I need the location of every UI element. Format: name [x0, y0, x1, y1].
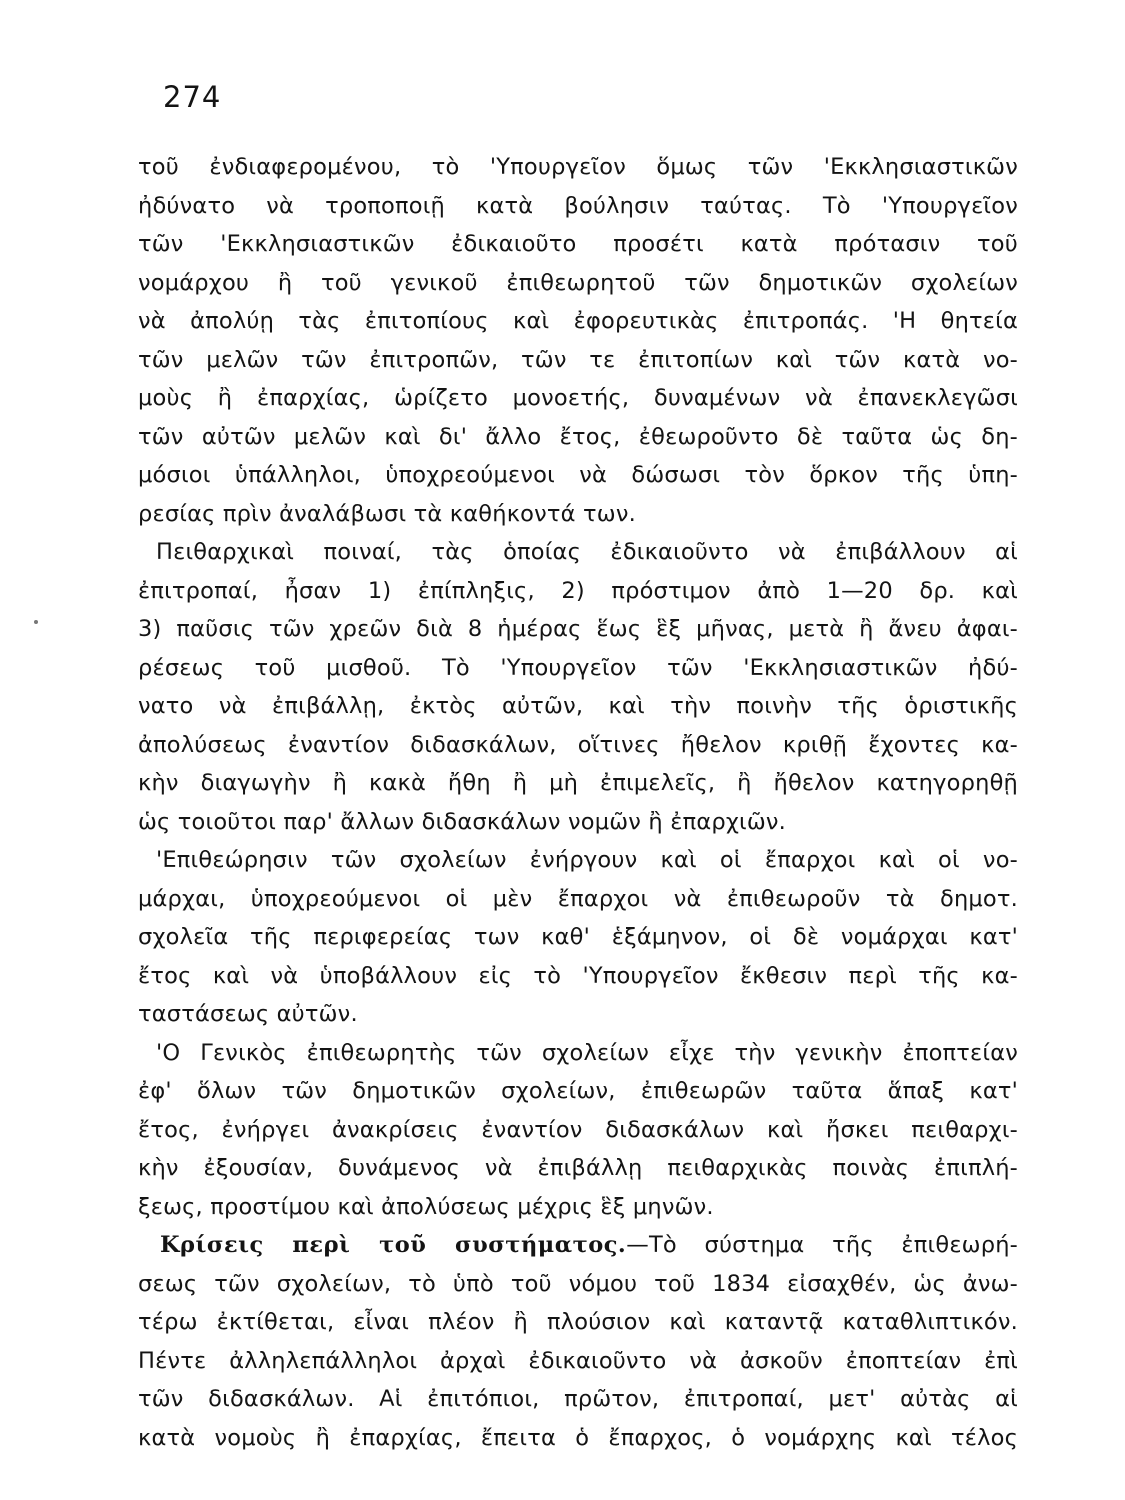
- text-line: ρέσεως τοῦ μισθοῦ. Τὸ 'Υπουργεῖον τῶν 'Εκκλησιαστικῶν ἠδύ-: [138, 654, 1018, 681]
- text-line: τῶν διδασκάλων. Αἱ ἐπιτόπιοι, πρῶτον, ἐπιτροπαί, μετ' αὐτὰς αἱ: [138, 1386, 1018, 1412]
- text-line: μάρχαι, ὑποχρεούμενοι οἱ μὲν ἔπαρχοι νὰ ἐπιθεωροῦν τὰ δημοτ.: [138, 885, 1018, 912]
- text-line: νὰ ἀπολύῃ τὰς ἐπιτοπίους καὶ ἐφορευτικὰς ἐπιτροπάς. 'Η θητεία: [138, 308, 1018, 334]
- text-line: τῶν αὐτῶν μελῶν καὶ δι' ἄλλο ἔτος, ἐθεωροῦντο δὲ ταῦτα ὡς δη-: [138, 423, 1018, 450]
- text-line: 'Επιθεώρησιν τῶν σχολείων ἐνήργουν καὶ οἱ ἔπαρχοι καὶ οἱ νο-: [156, 847, 1018, 873]
- text-line: τῶν 'Εκκλησιαστικῶν ἐδικαιοῦτο προσέτι κατὰ πρότασιν τοῦ: [138, 231, 1018, 257]
- text-line: [138, 1226, 1018, 1265]
- paragraph-3: [138, 841, 1018, 1034]
- text-line: 'Ο Γενικὸς ἐπιθεωρητὴς τῶν σχολείων εἶχε τὴν γενικὴν ἐποπτείαν: [156, 1039, 1018, 1066]
- heading-line-rest: —Τὸ σύστημα τῆς ἐπιθεωρή-: [626, 1232, 1018, 1258]
- text-line: Πειθαρχικαὶ ποιναί, τὰς ὁποίας ἐδικαιοῦντο νὰ ἐπιβάλλουν αἱ: [156, 539, 1018, 565]
- text-line: 3) παῦσις τῶν χρεῶν διὰ 8 ἡμέρας ἕως ἓξ μῆνας, μετὰ ἢ ἄνευ ἀφαι-: [138, 616, 1018, 642]
- text-line: ξεως, προστίμου καὶ ἀπολύσεως μέχρις ἓξ μηνῶν.: [138, 1193, 714, 1220]
- text-line: ρεσίας πρὶν ἀναλάβωσι τὰ καθήκοντά των.: [138, 500, 636, 527]
- text-line: νομάρχου ἢ τοῦ γενικοῦ ἐπιθεωρητοῦ τῶν δημοτικῶν σχολείων: [138, 269, 1018, 296]
- text-line: ἔτος, ἐνήργει ἀνακρίσεις ἐναντίον διδασκάλων καὶ ἤσκει πειθαρχι-: [138, 1116, 1018, 1143]
- text-line: τοῦ ἐνδιαφερομένου, τὸ 'Υπουργεῖον ὅμως τῶν 'Εκκλησιαστικῶν: [138, 154, 1018, 180]
- text-line: ἔτος καὶ νὰ ὑποβάλλουν εἰς τὸ 'Υπουργεῖον ἔκθεσιν περὶ τῆς κα-: [138, 962, 1018, 989]
- text-line: ἠδύνατο νὰ τροποποιῇ κατὰ βούλησιν ταύτας. Τὸ 'Υπουργεῖον: [138, 192, 1018, 219]
- text-line: Πέντε ἀλληλεπάλληλοι ἀρχαὶ ἐδικαιοῦντο νὰ ἀσκοῦν ἐποπτείαν ἐπὶ: [138, 1347, 1018, 1374]
- text-line: σχολεῖα τῆς περιφερείας των καθ' ἑξάμηνον, οἱ δὲ νομάρχαι κατ': [138, 924, 1018, 950]
- text-line: νατο νὰ ἐπιβάλλῃ, ἐκτὸς αὐτῶν, καὶ τὴν ποινὴν τῆς ὁριστικῆς: [138, 693, 1018, 719]
- text-line: τέρω ἐκτίθεται, εἶναι πλέον ἢ πλούσιον καὶ καταντᾷ καταθλιπτικόν.: [138, 1309, 1018, 1335]
- paragraph-2: [138, 533, 1018, 841]
- paragraph-5: [138, 1226, 1018, 1457]
- text-line: μοὺς ἢ ἐπαρχίας, ὡρίζετο μονοετής, δυναμένων νὰ ἐπανεκλεγῶσι: [138, 385, 1018, 411]
- paragraph-4: [138, 1034, 1018, 1227]
- text-line: ὡς τοιοῦτοι παρ' ἄλλων διδασκάλων νομῶν ἢ ἐπαρχιῶν.: [138, 808, 787, 835]
- text-line: κὴν ἐξουσίαν, δυνάμενος νὰ ἐπιβάλλῃ πειθαρχικὰς ποινὰς ἐπιπλή-: [138, 1155, 1018, 1181]
- text-line: ἀπολύσεως ἐναντίον διδασκάλων, οἵτινες ἤθελον κριθῇ ἔχοντες κα-: [138, 731, 1018, 758]
- text-line: ἐπιτροπαί, ἦσαν 1) ἐπίπληξις, 2) πρόστιμον ἀπὸ 1—20 δρ. καὶ: [138, 577, 1018, 604]
- paragraph-1: [138, 148, 1018, 533]
- section-heading: Κρίσεις περὶ τοῦ συστήματος.: [160, 1232, 627, 1258]
- text-line: κὴν διαγωγὴν ἢ κακὰ ἤθη ἢ μὴ ἐπιμελεῖς, ἢ ἤθελον κατηγορηθῇ: [138, 770, 1018, 796]
- page-number: 274: [163, 80, 222, 114]
- text-line: ταστάσεως αὐτῶν.: [138, 1001, 358, 1027]
- body-text: [138, 148, 1018, 1457]
- text-line: τῶν μελῶν τῶν ἐπιτροπῶν, τῶν τε ἐπιτοπίων καὶ τῶν κατὰ νο-: [138, 346, 1018, 373]
- text-line: μόσιοι ὑπάλληλοι, ὑποχρεούμενοι νὰ δώσωσι τὸν ὅρκον τῆς ὑπη-: [138, 462, 1018, 488]
- margin-dot: [34, 620, 38, 624]
- text-line: σεως τῶν σχολείων, τὸ ὑπὸ τοῦ νόμου τοῦ 1834 εἰσαχθέν, ὡς ἀνω-: [138, 1270, 1018, 1297]
- text-line: κατὰ νομοὺς ἢ ἐπαρχίας, ἔπειτα ὁ ἔπαρχος, ὁ νομάρχης καὶ τέλος: [138, 1424, 1018, 1451]
- text-line: ἐφ' ὅλων τῶν δημοτικῶν σχολείων, ἐπιθεωρῶν ταῦτα ἅπαξ κατ': [138, 1078, 1018, 1104]
